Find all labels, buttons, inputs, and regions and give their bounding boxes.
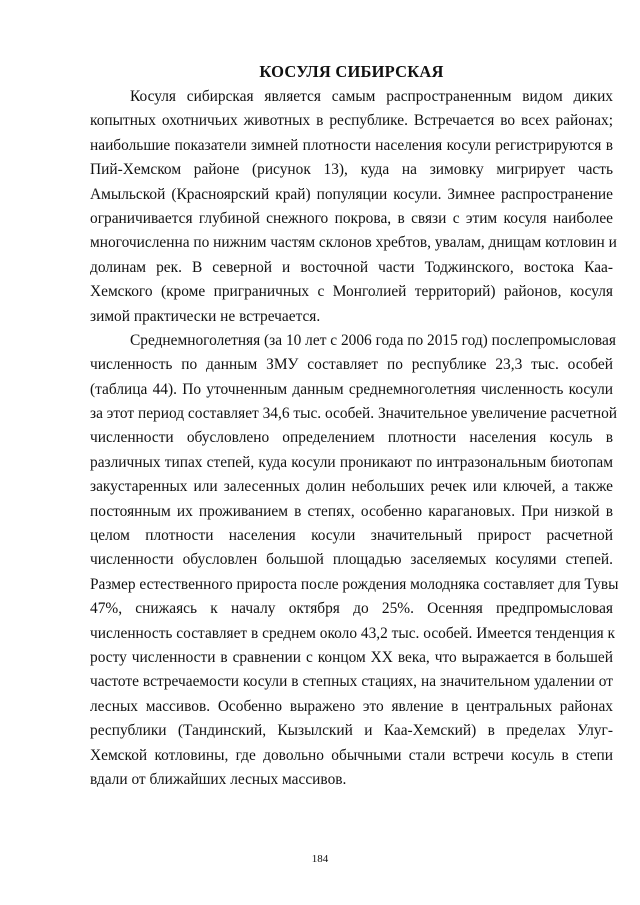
text-line: закустаренных или залесенных долин небольших речек или ключей, а также: [90, 478, 613, 496]
text-line: Хемского (кроме приграничных с Монголией территорий) районов, косуля: [90, 283, 613, 301]
text-line: постоянным их проживанием в степях, особенно карагановых. При низкой в: [90, 502, 613, 520]
text-line: различных типах степей, куда косули проникают по интразональным биотопам: [90, 453, 613, 471]
text-line: росту численности в сравнении с концом XX века, что выражается в большей: [90, 648, 613, 666]
text-line: долинам рек. В северной и восточной части Тоджинского, востока Каа-: [90, 258, 613, 276]
text-line: Хемской котловины, где довольно обычными стали встречи косуль в степи: [90, 746, 613, 764]
paragraph-2: [90, 329, 619, 792]
page-number: 184: [311, 853, 329, 865]
document-body: [90, 85, 619, 792]
text-line: вдали от ближайших лесных массивов.: [90, 770, 347, 788]
text-line: Амыльской (Красноярский край) популяции косули. Зимнее распространение: [90, 185, 613, 203]
text-line: Косуля сибирская является самым распространенным видом диких: [130, 88, 613, 105]
text-line: Среднемноголетняя (за 10 лет с 2006 года по 2015 год) послепромысловая: [130, 331, 616, 349]
text-line: Пий-Хемском районе (рисунок 13), куда на зимовку мигрирует часть: [90, 161, 613, 179]
text-line: численность по данным ЗМУ составляет по республике 23,3 тыс. особей: [90, 356, 613, 374]
text-line: лесных массивов. Особенно выражено это явление в центральных районах: [90, 697, 613, 715]
text-line: зимой практически не встречается.: [90, 307, 321, 325]
text-line: ограничивается глубиной снежного покрова, в связи с этим косуля наиболее: [90, 209, 613, 227]
text-line: Размер естественного прироста после рождения молодняка составляет для Тувы: [90, 575, 619, 593]
text-line: численность составляет в среднем около 43,2 тыс. особей. Имеется тенденция к: [90, 624, 615, 642]
text-line: республики (Тандинский, Кызылский и Каа-Хемский) в пределах Улуг-: [90, 722, 613, 740]
text-line: наибольшие показатели зимней плотности населения косули регистрируются в: [90, 136, 613, 154]
text-line: (таблица 44). По уточненным данным среднемноголетняя численность косули: [90, 380, 613, 398]
text-line: за этот период составляет 34,6 тыс. особей. Значительное увеличение расчетной: [90, 405, 618, 423]
text-line: многочисленна по нижним частям склонов хребтов, увалам, днищам котловин и: [90, 234, 617, 252]
text-line: копытных охотничьих животных в республике. Встречается во всех районах;: [90, 112, 613, 130]
section-title: КОСУЛЯ СИБИРСКАЯ: [259, 62, 444, 81]
paragraph-1: [90, 85, 617, 329]
text-line: целом плотности населения косули значительный прирост расчетной: [90, 527, 613, 545]
text-line: частоте встречаемости косули в степных стациях, на значительном удалении от: [90, 673, 613, 691]
text-line: 47%, снижаясь к началу октября до 25%. Осенняя предпромысловая: [90, 600, 613, 618]
text-line: численности обусловлено определением плотности населения косуль в: [90, 429, 613, 447]
text-line: численности обусловлен большой площадью заселяемых косулями степей.: [90, 551, 613, 569]
